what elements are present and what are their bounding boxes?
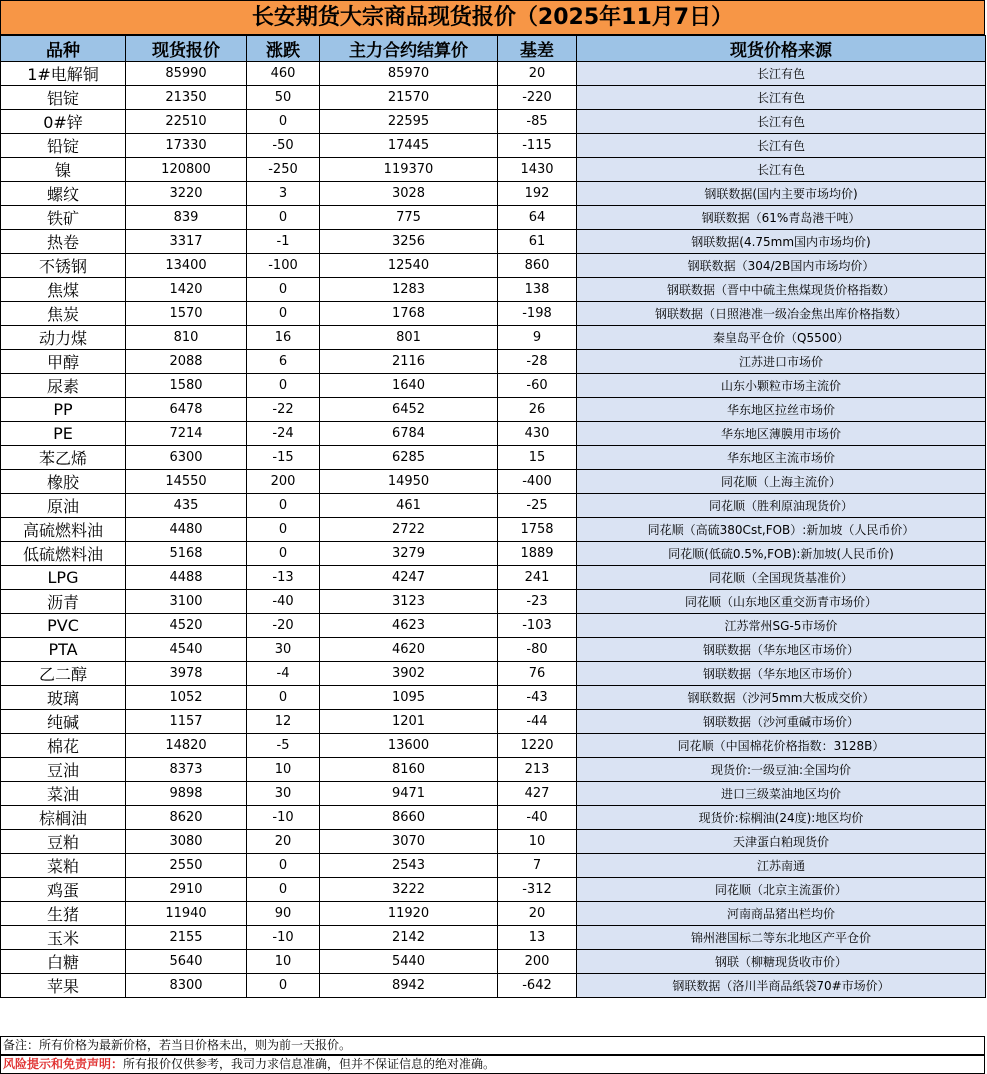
cell-change: -1 <box>247 230 320 254</box>
cell-spot-price: 4480 <box>126 518 247 542</box>
cell-settlement: 1201 <box>320 710 498 734</box>
cell-spot-price: 8373 <box>126 758 247 782</box>
cell-basis: 10 <box>498 830 577 854</box>
cell-spot-price: 2088 <box>126 350 247 374</box>
cell-variety: 纯碱 <box>1 710 126 734</box>
cell-spot-price: 13400 <box>126 254 247 278</box>
cell-source: 钢联数据（沙河5mm大板成交价） <box>577 686 986 710</box>
cell-basis: 61 <box>498 230 577 254</box>
cell-source: 山东小颗粒市场主流价 <box>577 374 986 398</box>
cell-basis: 427 <box>498 782 577 806</box>
cell-settlement: 3123 <box>320 590 498 614</box>
cell-variety: PE <box>1 422 126 446</box>
cell-source: 钢联数据（沙河重碱市场价） <box>577 710 986 734</box>
cell-change: -15 <box>247 446 320 470</box>
cell-settlement: 5440 <box>320 950 498 974</box>
cell-change: 0 <box>247 374 320 398</box>
cell-settlement: 6285 <box>320 446 498 470</box>
cell-settlement: 3222 <box>320 878 498 902</box>
cell-settlement: 21570 <box>320 86 498 110</box>
table-row <box>1 230 986 254</box>
cell-basis: -60 <box>498 374 577 398</box>
cell-spot-price: 21350 <box>126 86 247 110</box>
cell-settlement: 119370 <box>320 158 498 182</box>
table-row <box>1 278 986 302</box>
table-row <box>1 926 986 950</box>
cell-variety: 1#电解铜 <box>1 62 126 86</box>
cell-source: 钢联数据(4.75mm国内市场均价) <box>577 230 986 254</box>
table-row <box>1 110 986 134</box>
cell-basis: -28 <box>498 350 577 374</box>
cell-source: 现货价:一级豆油:全国均价 <box>577 758 986 782</box>
cell-variety: 原油 <box>1 494 126 518</box>
disclaimer-text: 所有报价仅供参考，我司力求信息准确，但并不保证信息的绝对准确。 <box>123 1057 496 1071</box>
cell-settlement: 13600 <box>320 734 498 758</box>
cell-source: 河南商品猪出栏均价 <box>577 902 986 926</box>
cell-spot-price: 85990 <box>126 62 247 86</box>
cell-spot-price: 839 <box>126 206 247 230</box>
cell-basis: -400 <box>498 470 577 494</box>
cell-settlement: 801 <box>320 326 498 350</box>
cell-change: 90 <box>247 902 320 926</box>
cell-settlement: 4620 <box>320 638 498 662</box>
cell-source: 钢联数据（61%青岛港干吨） <box>577 206 986 230</box>
cell-basis: -220 <box>498 86 577 110</box>
cell-basis: 9 <box>498 326 577 350</box>
cell-spot-price: 6478 <box>126 398 247 422</box>
cell-variety: 0#锌 <box>1 110 126 134</box>
cell-variety: 铅锭 <box>1 134 126 158</box>
table-row <box>1 518 986 542</box>
cell-change: 0 <box>247 278 320 302</box>
cell-source: 天津蛋白粕现货价 <box>577 830 986 854</box>
cell-settlement: 8160 <box>320 758 498 782</box>
cell-variety: 铝锭 <box>1 86 126 110</box>
cell-settlement: 6784 <box>320 422 498 446</box>
cell-spot-price: 6300 <box>126 446 247 470</box>
col-header-variety: 品种 <box>1 36 126 62</box>
cell-variety: 苹果 <box>1 974 126 998</box>
cell-change: 0 <box>247 302 320 326</box>
cell-basis: 430 <box>498 422 577 446</box>
cell-basis: 26 <box>498 398 577 422</box>
table-row <box>1 710 986 734</box>
cell-change: 10 <box>247 758 320 782</box>
cell-variety: 棕榈油 <box>1 806 126 830</box>
table-body <box>1 62 986 998</box>
cell-basis: -43 <box>498 686 577 710</box>
cell-source: 同花顺（胜利原油现货价） <box>577 494 986 518</box>
cell-settlement: 4623 <box>320 614 498 638</box>
col-header-change: 涨跌 <box>247 36 320 62</box>
cell-change: 460 <box>247 62 320 86</box>
cell-change: 0 <box>247 110 320 134</box>
cell-source: 长江有色 <box>577 86 986 110</box>
cell-change: 0 <box>247 686 320 710</box>
cell-change: 0 <box>247 974 320 998</box>
cell-basis: 138 <box>498 278 577 302</box>
cell-spot-price: 3317 <box>126 230 247 254</box>
cell-spot-price: 810 <box>126 326 247 350</box>
table-row <box>1 86 986 110</box>
disclaimer-label: 风险提示和免责声明： <box>3 1057 124 1071</box>
cell-variety: 不锈钢 <box>1 254 126 278</box>
cell-change: 0 <box>247 206 320 230</box>
cell-change: 20 <box>247 830 320 854</box>
cell-settlement: 3902 <box>320 662 498 686</box>
cell-variety: 螺纹 <box>1 182 126 206</box>
col-header-spot-price: 现货报价 <box>126 36 247 62</box>
table-row <box>1 374 986 398</box>
cell-settlement: 17445 <box>320 134 498 158</box>
cell-basis: -40 <box>498 806 577 830</box>
cell-settlement: 1640 <box>320 374 498 398</box>
table-row <box>1 974 986 998</box>
cell-spot-price: 4488 <box>126 566 247 590</box>
cell-spot-price: 14820 <box>126 734 247 758</box>
cell-change: -10 <box>247 806 320 830</box>
cell-spot-price: 5168 <box>126 542 247 566</box>
cell-basis: -80 <box>498 638 577 662</box>
cell-spot-price: 120800 <box>126 158 247 182</box>
cell-source: 现货价:棕榈油(24度):地区均价 <box>577 806 986 830</box>
cell-spot-price: 2550 <box>126 854 247 878</box>
table-row <box>1 326 986 350</box>
cell-change: -4 <box>247 662 320 686</box>
cell-spot-price: 22510 <box>126 110 247 134</box>
cell-basis: -85 <box>498 110 577 134</box>
cell-settlement: 8942 <box>320 974 498 998</box>
cell-settlement: 461 <box>320 494 498 518</box>
cell-basis: 192 <box>498 182 577 206</box>
cell-settlement: 11920 <box>320 902 498 926</box>
table-row <box>1 566 986 590</box>
cell-variety: 沥青 <box>1 590 126 614</box>
price-table <box>0 35 986 998</box>
cell-source: 长江有色 <box>577 134 986 158</box>
table-row <box>1 62 986 86</box>
cell-source: 同花顺（高硫380Cst,FOB）:新加坡（人民币价） <box>577 518 986 542</box>
table-row <box>1 206 986 230</box>
cell-spot-price: 1420 <box>126 278 247 302</box>
table-row <box>1 302 986 326</box>
cell-source: 锦州港国标二等东北地区产平仓价 <box>577 926 986 950</box>
table-row <box>1 902 986 926</box>
cell-source: 江苏常州SG-5市场价 <box>577 614 986 638</box>
cell-settlement: 22595 <box>320 110 498 134</box>
table-row <box>1 638 986 662</box>
cell-spot-price: 3100 <box>126 590 247 614</box>
table-row <box>1 662 986 686</box>
cell-settlement: 2722 <box>320 518 498 542</box>
cell-settlement: 2142 <box>320 926 498 950</box>
cell-settlement: 6452 <box>320 398 498 422</box>
cell-basis: 1430 <box>498 158 577 182</box>
cell-variety: 橡胶 <box>1 470 126 494</box>
cell-source: 秦皇岛平仓价（Q5500） <box>577 326 986 350</box>
cell-variety: 棉花 <box>1 734 126 758</box>
cell-source: 钢联（柳糖现货收市价） <box>577 950 986 974</box>
cell-settlement: 2543 <box>320 854 498 878</box>
cell-basis: 1889 <box>498 542 577 566</box>
cell-variety: 甲醇 <box>1 350 126 374</box>
cell-source: 钢联数据（304/2B国内市场均价） <box>577 254 986 278</box>
cell-variety: LPG <box>1 566 126 590</box>
cell-basis: 20 <box>498 902 577 926</box>
cell-source: 进口三级菜油地区均价 <box>577 782 986 806</box>
cell-basis: 1758 <box>498 518 577 542</box>
cell-variety: 高硫燃料油 <box>1 518 126 542</box>
cell-change: 0 <box>247 854 320 878</box>
table-row <box>1 134 986 158</box>
cell-basis: 20 <box>498 62 577 86</box>
cell-source: 钢联数据(国内主要市场均价) <box>577 182 986 206</box>
cell-spot-price: 3978 <box>126 662 247 686</box>
cell-change: 10 <box>247 950 320 974</box>
cell-source: 长江有色 <box>577 110 986 134</box>
cell-change: 12 <box>247 710 320 734</box>
cell-variety: 白糖 <box>1 950 126 974</box>
cell-change: 0 <box>247 878 320 902</box>
cell-change: 0 <box>247 494 320 518</box>
cell-change: -24 <box>247 422 320 446</box>
cell-variety: 苯乙烯 <box>1 446 126 470</box>
cell-spot-price: 8300 <box>126 974 247 998</box>
cell-settlement: 3028 <box>320 182 498 206</box>
cell-source: 江苏进口市场价 <box>577 350 986 374</box>
cell-spot-price: 1052 <box>126 686 247 710</box>
disclaimer <box>0 1055 985 1074</box>
cell-spot-price: 8620 <box>126 806 247 830</box>
cell-settlement: 1095 <box>320 686 498 710</box>
table-header-row <box>1 36 986 62</box>
sheet-title: 长安期货大宗商品现货报价（2025年11月7日） <box>0 0 985 35</box>
cell-change: -20 <box>247 614 320 638</box>
cell-source: 同花顺(低硫0.5%,FOB):新加坡(人民币价) <box>577 542 986 566</box>
cell-change: -50 <box>247 134 320 158</box>
cell-source: 同花顺（上海主流价） <box>577 470 986 494</box>
cell-change: 200 <box>247 470 320 494</box>
cell-basis: 860 <box>498 254 577 278</box>
cell-spot-price: 17330 <box>126 134 247 158</box>
table-row <box>1 542 986 566</box>
col-header-source: 现货价格来源 <box>577 36 986 62</box>
cell-variety: 玻璃 <box>1 686 126 710</box>
cell-change: -5 <box>247 734 320 758</box>
table-row <box>1 614 986 638</box>
cell-settlement: 14950 <box>320 470 498 494</box>
cell-variety: 生猪 <box>1 902 126 926</box>
cell-change: 30 <box>247 638 320 662</box>
cell-spot-price: 9898 <box>126 782 247 806</box>
cell-source: 华东地区主流市场价 <box>577 446 986 470</box>
table-row <box>1 446 986 470</box>
cell-settlement: 85970 <box>320 62 498 86</box>
cell-spot-price: 4540 <box>126 638 247 662</box>
cell-settlement: 2116 <box>320 350 498 374</box>
cell-variety: 镍 <box>1 158 126 182</box>
cell-source: 同花顺（全国现货基准价） <box>577 566 986 590</box>
cell-basis: -23 <box>498 590 577 614</box>
cell-change: -13 <box>247 566 320 590</box>
cell-basis: 7 <box>498 854 577 878</box>
cell-spot-price: 4520 <box>126 614 247 638</box>
cell-basis: -115 <box>498 134 577 158</box>
cell-settlement: 4247 <box>320 566 498 590</box>
cell-basis: -198 <box>498 302 577 326</box>
cell-spot-price: 3220 <box>126 182 247 206</box>
cell-source: 钢联数据（日照港准一级冶金焦出库价格指数） <box>577 302 986 326</box>
cell-basis: 76 <box>498 662 577 686</box>
cell-spot-price: 11940 <box>126 902 247 926</box>
cell-change: 16 <box>247 326 320 350</box>
table-row <box>1 806 986 830</box>
cell-variety: 热卷 <box>1 230 126 254</box>
table-row <box>1 422 986 446</box>
cell-basis: 1220 <box>498 734 577 758</box>
cell-source: 华东地区薄膜用市场价 <box>577 422 986 446</box>
cell-variety: 玉米 <box>1 926 126 950</box>
cell-settlement: 9471 <box>320 782 498 806</box>
cell-basis: -25 <box>498 494 577 518</box>
cell-basis: 15 <box>498 446 577 470</box>
cell-source: 钢联数据（华东地区市场价） <box>577 638 986 662</box>
cell-variety: 低硫燃料油 <box>1 542 126 566</box>
cell-source: 江苏南通 <box>577 854 986 878</box>
cell-change: 6 <box>247 350 320 374</box>
cell-spot-price: 1157 <box>126 710 247 734</box>
table-row <box>1 590 986 614</box>
cell-spot-price: 5640 <box>126 950 247 974</box>
cell-variety: 焦炭 <box>1 302 126 326</box>
cell-variety: PP <box>1 398 126 422</box>
cell-basis: -103 <box>498 614 577 638</box>
cell-spot-price: 435 <box>126 494 247 518</box>
cell-spot-price: 7214 <box>126 422 247 446</box>
cell-variety: 豆油 <box>1 758 126 782</box>
table-row <box>1 254 986 278</box>
cell-variety: 豆粕 <box>1 830 126 854</box>
cell-settlement: 3070 <box>320 830 498 854</box>
cell-settlement: 3279 <box>320 542 498 566</box>
cell-source: 钢联数据（华东地区市场价） <box>577 662 986 686</box>
table-row <box>1 950 986 974</box>
cell-basis: 200 <box>498 950 577 974</box>
cell-source: 同花顺（山东地区重交沥青市场价） <box>577 590 986 614</box>
table-row <box>1 470 986 494</box>
cell-source: 长江有色 <box>577 158 986 182</box>
cell-source: 钢联数据（晋中中硫主焦煤现货价格指数） <box>577 278 986 302</box>
cell-basis: -312 <box>498 878 577 902</box>
cell-basis: 13 <box>498 926 577 950</box>
cell-variety: 铁矿 <box>1 206 126 230</box>
cell-spot-price: 1580 <box>126 374 247 398</box>
cell-settlement: 3256 <box>320 230 498 254</box>
table-row <box>1 398 986 422</box>
table-row <box>1 350 986 374</box>
cell-spot-price: 2155 <box>126 926 247 950</box>
cell-variety: 鸡蛋 <box>1 878 126 902</box>
cell-source: 钢联数据（洛川半商品纸袋70#市场价） <box>577 974 986 998</box>
cell-spot-price: 14550 <box>126 470 247 494</box>
col-header-basis: 基差 <box>498 36 577 62</box>
cell-change: -40 <box>247 590 320 614</box>
cell-source: 同花顺（北京主流蛋价） <box>577 878 986 902</box>
cell-change: 50 <box>247 86 320 110</box>
table-row <box>1 758 986 782</box>
cell-basis: 213 <box>498 758 577 782</box>
cell-variety: PVC <box>1 614 126 638</box>
cell-settlement: 8660 <box>320 806 498 830</box>
cell-variety: PTA <box>1 638 126 662</box>
cell-source: 长江有色 <box>577 62 986 86</box>
cell-variety: 动力煤 <box>1 326 126 350</box>
table-row <box>1 686 986 710</box>
table-row <box>1 782 986 806</box>
cell-change: -100 <box>247 254 320 278</box>
table-row <box>1 158 986 182</box>
table-row <box>1 830 986 854</box>
cell-variety: 尿素 <box>1 374 126 398</box>
table-row <box>1 734 986 758</box>
cell-settlement: 1768 <box>320 302 498 326</box>
footnote <box>0 1036 985 1055</box>
cell-variety: 焦煤 <box>1 278 126 302</box>
cell-change: -22 <box>247 398 320 422</box>
footnote-text: 备注：所有价格为最新价格，若当日价格未出，则为前一天报价。 <box>3 1038 352 1052</box>
cell-change: 0 <box>247 518 320 542</box>
cell-variety: 菜粕 <box>1 854 126 878</box>
table-row <box>1 854 986 878</box>
cell-spot-price: 3080 <box>126 830 247 854</box>
cell-source: 华东地区拉丝市场价 <box>577 398 986 422</box>
table-row <box>1 182 986 206</box>
table-row <box>1 494 986 518</box>
cell-basis: -642 <box>498 974 577 998</box>
cell-change: -10 <box>247 926 320 950</box>
cell-change: 30 <box>247 782 320 806</box>
cell-change: 3 <box>247 182 320 206</box>
cell-basis: 241 <box>498 566 577 590</box>
cell-variety: 菜油 <box>1 782 126 806</box>
cell-source: 同花顺（中国棉花价格指数：3128B） <box>577 734 986 758</box>
cell-spot-price: 1570 <box>126 302 247 326</box>
cell-basis: -44 <box>498 710 577 734</box>
cell-variety: 乙二醇 <box>1 662 126 686</box>
cell-settlement: 1283 <box>320 278 498 302</box>
cell-spot-price: 2910 <box>126 878 247 902</box>
cell-change: 0 <box>247 542 320 566</box>
cell-basis: 64 <box>498 206 577 230</box>
cell-settlement: 12540 <box>320 254 498 278</box>
cell-settlement: 775 <box>320 206 498 230</box>
cell-change: -250 <box>247 158 320 182</box>
table-row <box>1 878 986 902</box>
col-header-settlement: 主力合约结算价 <box>320 36 498 62</box>
